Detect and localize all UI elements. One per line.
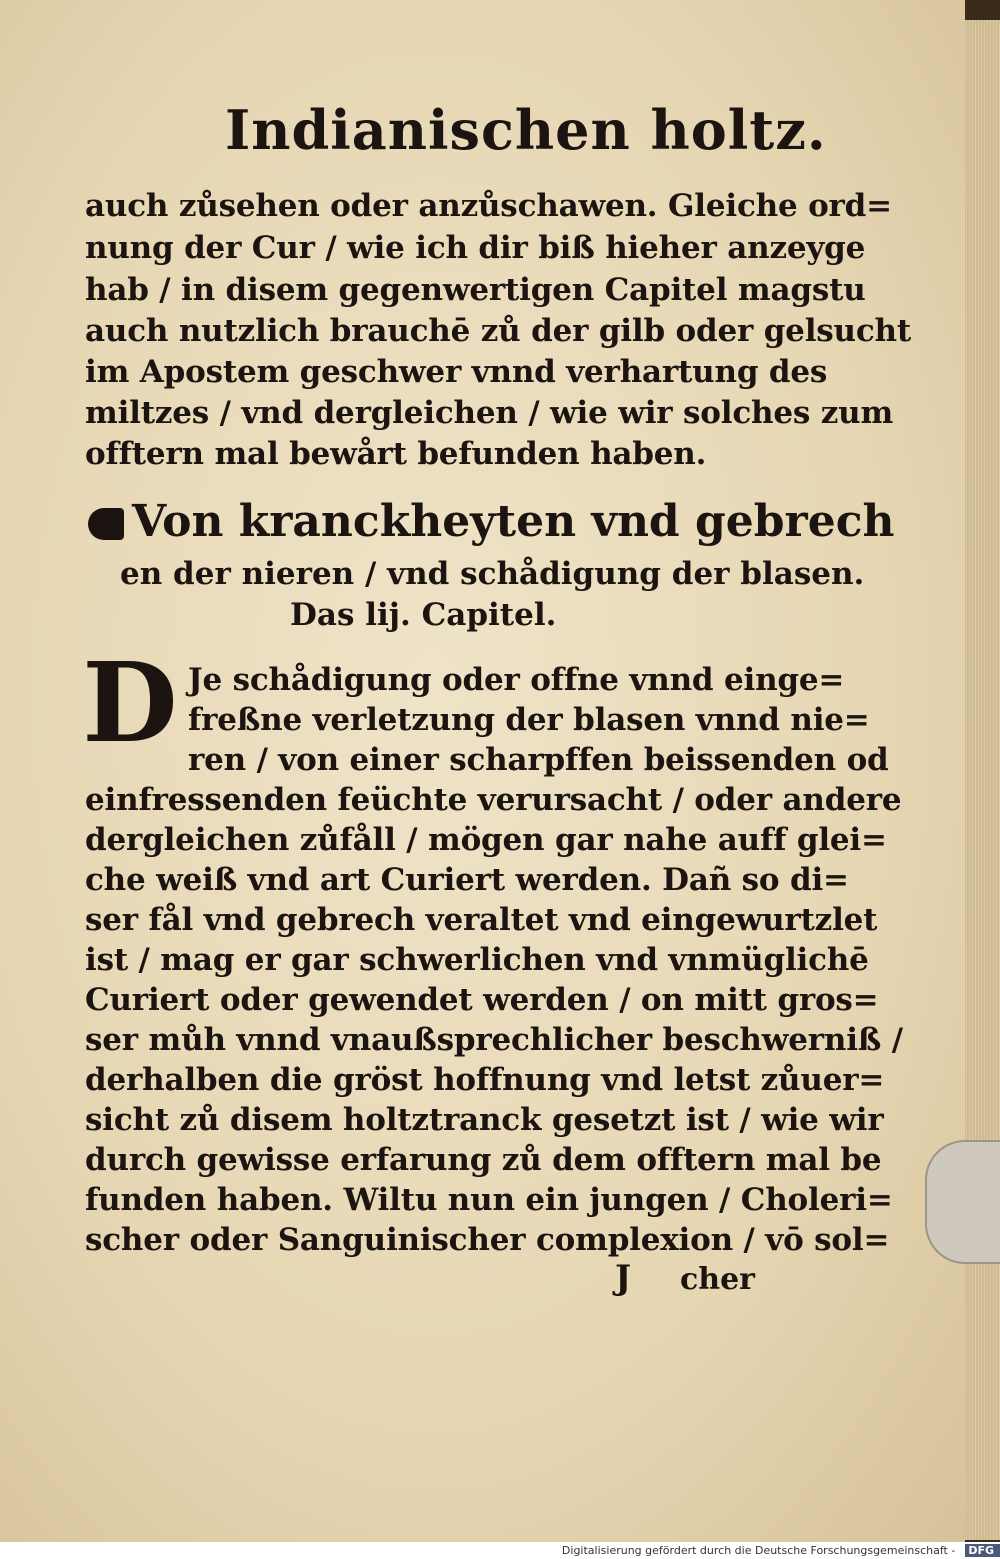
text-line: Je schådigung oder offne vnnd einge= [188,662,845,698]
catchword: cher [680,1262,755,1297]
text-line: durch gewisse erfarung zů dem offtern mal be [85,1142,882,1178]
book-clasp [925,1140,1000,1264]
pilcrow-mark [88,508,124,540]
text-line: che weiß vnd art Curiert werden. Dañ so di= [85,862,849,898]
text-line: ist / mag er gar schwerlichen vnd vnmüglichē [85,942,869,978]
text-line: funden haben. Wiltu nun ein jungen / Choleri= [85,1182,893,1218]
text-line: miltzes / vnd dergleichen / wie wir solches zum [85,395,894,431]
text-line: ser fål vnd gebrech veraltet vnd eingewurtzlet [85,902,878,938]
chapter-title [88,496,895,547]
text-line: offtern mal bewårt befunden haben. [85,436,707,472]
text-line: sicht zů disem holtztranck gesetzt ist / wie wir [85,1102,884,1138]
footer-text: Digitalisierung gefördert durch die Deutsche Forschungsgemeinschaft - [561,1544,956,1557]
chapter-subtitle: en der nieren / vnd schådigung der blasen. [120,556,865,592]
text-line: Curiert oder gewendet werden / on mitt gros= [85,982,879,1018]
text-line: derhalben die gröst hoffnung vnd letst zůuer= [85,1062,885,1098]
text-line: dergleichen zůfåll / mögen gar nahe auff glei= [85,822,887,858]
footer-bar [0,1542,1000,1559]
text-line: ren / von einer scharpffen beissenden od [188,742,889,778]
running-head: Indianischen holtz. [225,98,827,162]
text-line: ser můh vnnd vnaußsprechlicher beschwerniß / [85,1022,903,1058]
text-line: nung der Cur / wie ich dir biß hieher anzeyge [85,230,866,266]
text-line: hab / in disem gegenwertigen Capitel magstu [85,272,866,308]
text-line: auch nutzlich brauchē zů der gilb oder gelsucht [85,313,912,349]
decorated-initial: D [82,638,178,767]
chapter-number: Das lij. Capitel. [290,597,557,633]
page-edges [965,20,1000,1540]
text-line: auch zůsehen oder anzůschawen. Gleiche ord= [85,188,892,224]
chapter-title-text: Von kranckheyten vnd gebrech [132,496,895,547]
text-line: im Apostem geschwer vnnd verhartung des [85,354,828,390]
signature-mark: J [615,1258,632,1298]
text-line: scher oder Sanguinischer complexion / vō sol= [85,1222,890,1258]
text-line: einfressenden feüchte verursacht / oder andere [85,782,902,818]
dfg-logo: DFG [965,1544,1000,1557]
text-line: freßne verletzung der blasen vnnd nie= [188,702,870,738]
